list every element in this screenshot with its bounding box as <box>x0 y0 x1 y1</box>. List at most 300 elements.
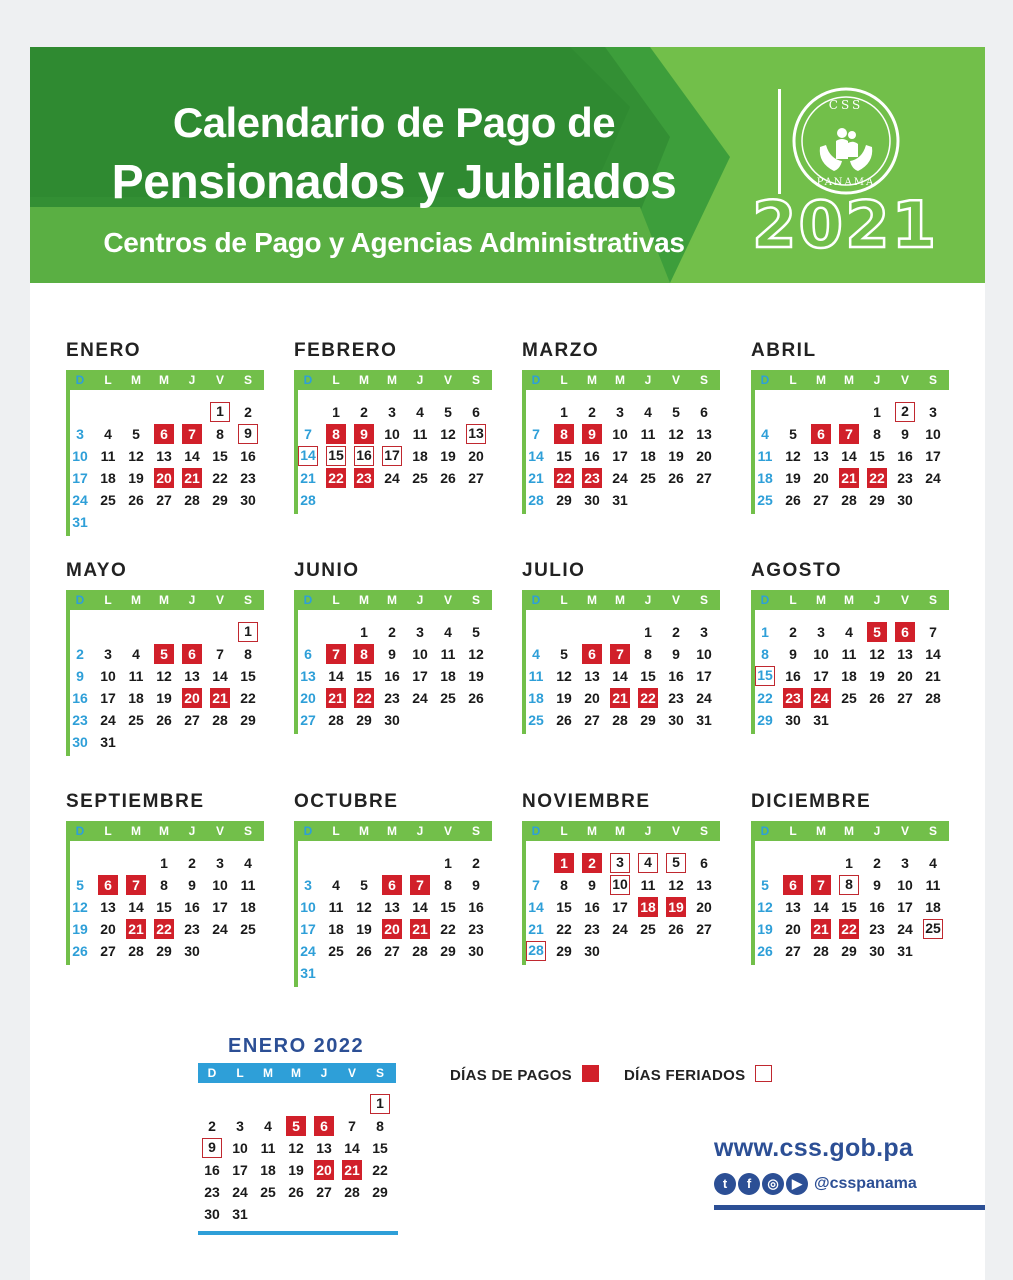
day: 13 <box>785 899 801 915</box>
day: 30 <box>584 943 600 959</box>
day-pay: 6 <box>98 875 118 895</box>
weekday-label: M <box>615 593 625 607</box>
day: 22 <box>372 1162 388 1178</box>
day: 16 <box>897 448 913 464</box>
day: 10 <box>384 426 400 442</box>
day: 23 <box>584 921 600 937</box>
day: 14 <box>328 668 344 684</box>
day-pay: 22 <box>839 919 859 939</box>
day-pay: 21 <box>210 688 230 708</box>
day: 17 <box>696 668 712 684</box>
day: 5 <box>672 404 680 420</box>
weekday-label: M <box>159 824 169 838</box>
day-pay: 24 <box>811 688 831 708</box>
day: 27 <box>785 943 801 959</box>
month-name: OCTUBRE <box>294 791 399 812</box>
day: 25 <box>328 943 344 959</box>
divider <box>778 89 781 194</box>
weekday-label: L <box>104 373 112 387</box>
day: 19 <box>556 690 572 706</box>
day: 4 <box>244 855 252 871</box>
day: 4 <box>761 426 769 442</box>
day: 15 <box>356 668 372 684</box>
weekday-label: J <box>644 373 652 387</box>
day: 18 <box>328 921 344 937</box>
day-pay: 6 <box>382 875 402 895</box>
weekday-label: L <box>104 593 112 607</box>
day: 22 <box>757 690 773 706</box>
day: 17 <box>100 690 116 706</box>
day: 21 <box>925 668 941 684</box>
day: 2 <box>588 404 596 420</box>
day: 18 <box>757 470 773 486</box>
weekday-label: L <box>560 824 568 838</box>
weekday-header <box>751 370 949 390</box>
day: 17 <box>300 921 316 937</box>
day: 14 <box>528 448 544 464</box>
day: 30 <box>384 712 400 728</box>
weekday-label: D <box>207 1066 217 1080</box>
day-holiday: 25 <box>923 919 943 939</box>
day: 26 <box>785 492 801 508</box>
day: 19 <box>668 448 684 464</box>
day: 4 <box>332 877 340 893</box>
weekday-label: M <box>387 593 397 607</box>
day: 27 <box>100 943 116 959</box>
weekday-label: M <box>587 593 597 607</box>
day: 31 <box>300 965 316 981</box>
weekday-label: S <box>699 824 708 838</box>
day: 8 <box>761 646 769 662</box>
day: 4 <box>104 426 112 442</box>
weekday-label: V <box>671 593 680 607</box>
day: 25 <box>640 470 656 486</box>
day: 27 <box>384 943 400 959</box>
day: 28 <box>300 492 316 508</box>
day: 4 <box>264 1118 272 1134</box>
day: 16 <box>584 448 600 464</box>
day: 12 <box>288 1140 304 1156</box>
legend-holiday <box>624 1065 772 1084</box>
day: 28 <box>841 492 857 508</box>
day: 9 <box>901 426 909 442</box>
day-pay: 6 <box>811 424 831 444</box>
day: 6 <box>700 855 708 871</box>
day: 6 <box>472 404 480 420</box>
day-pay: 2 <box>582 853 602 873</box>
day: 17 <box>412 668 428 684</box>
day: 14 <box>925 646 941 662</box>
day: 5 <box>560 646 568 662</box>
day: 5 <box>444 404 452 420</box>
day: 2 <box>188 855 196 871</box>
weekday-label: S <box>471 824 480 838</box>
day: 18 <box>240 899 256 915</box>
weekday-label: M <box>587 824 597 838</box>
day-pay: 6 <box>154 424 174 444</box>
day: 1 <box>560 404 568 420</box>
day: 30 <box>668 712 684 728</box>
day: 4 <box>845 624 853 640</box>
weekday-label: D <box>303 824 313 838</box>
day: 27 <box>184 712 200 728</box>
day: 20 <box>100 921 116 937</box>
day-holiday: 17 <box>382 446 402 466</box>
day: 29 <box>869 492 885 508</box>
day: 4 <box>444 624 452 640</box>
day: 31 <box>100 734 116 750</box>
day: 12 <box>785 448 801 464</box>
day: 30 <box>584 492 600 508</box>
day-holiday: 1 <box>370 1094 390 1114</box>
day: 29 <box>240 712 256 728</box>
day: 1 <box>644 624 652 640</box>
day: 11 <box>640 426 656 442</box>
weekday-label: V <box>900 373 909 387</box>
day: 12 <box>757 899 773 915</box>
day: 29 <box>356 712 372 728</box>
day-pay: 21 <box>326 688 346 708</box>
day: 7 <box>216 646 224 662</box>
day: 4 <box>532 646 540 662</box>
day: 27 <box>897 690 913 706</box>
weekday-label: J <box>416 373 424 387</box>
month-name: DICIEMBRE <box>751 791 872 812</box>
day: 14 <box>412 899 428 915</box>
day: 29 <box>156 943 172 959</box>
day-pay: 7 <box>410 875 430 895</box>
day-pay: 22 <box>354 688 374 708</box>
day: 28 <box>128 943 144 959</box>
weekday-label: M <box>131 824 141 838</box>
day: 11 <box>328 899 344 915</box>
weekday-label: V <box>215 593 224 607</box>
day-holiday: 8 <box>839 875 859 895</box>
weekday-label: M <box>159 373 169 387</box>
day: 9 <box>789 646 797 662</box>
day-pay: 7 <box>326 644 346 664</box>
day: 23 <box>897 470 913 486</box>
day: 6 <box>700 404 708 420</box>
social-links <box>714 1173 917 1197</box>
day: 13 <box>696 426 712 442</box>
facebook-icon[interactable]: f <box>738 1173 760 1195</box>
day-pay: 6 <box>182 644 202 664</box>
day: 26 <box>356 943 372 959</box>
day: 30 <box>204 1206 220 1222</box>
day: 24 <box>412 690 428 706</box>
weekday-label: D <box>75 824 85 838</box>
day: 15 <box>841 899 857 915</box>
weekday-label: M <box>816 824 826 838</box>
day: 17 <box>212 899 228 915</box>
day: 15 <box>556 899 572 915</box>
day: 28 <box>528 492 544 508</box>
day: 26 <box>128 492 144 508</box>
weekday-label: S <box>243 824 252 838</box>
day: 1 <box>873 404 881 420</box>
day-pay: 9 <box>582 424 602 444</box>
day: 3 <box>700 624 708 640</box>
weekday-header <box>294 370 492 390</box>
day-pay: 9 <box>354 424 374 444</box>
weekday-label: M <box>359 824 369 838</box>
title-line-2: Pensionados y Jubilados <box>111 156 677 209</box>
weekday-label: L <box>789 373 797 387</box>
day: 23 <box>240 470 256 486</box>
day-pay: 6 <box>582 644 602 664</box>
day: 16 <box>384 668 400 684</box>
day: 27 <box>300 712 316 728</box>
day: 19 <box>869 668 885 684</box>
bottom-bar <box>198 1231 398 1235</box>
day: 26 <box>869 690 885 706</box>
day: 28 <box>925 690 941 706</box>
day: 23 <box>869 921 885 937</box>
day: 15 <box>640 668 656 684</box>
twitter-icon[interactable]: t <box>714 1173 736 1195</box>
weekday-label: M <box>587 373 597 387</box>
weekday-label: J <box>416 593 424 607</box>
day: 24 <box>384 470 400 486</box>
day: 5 <box>76 877 84 893</box>
day: 11 <box>412 426 428 442</box>
day: 18 <box>260 1162 276 1178</box>
weekday-label: J <box>873 593 881 607</box>
day: 27 <box>584 712 600 728</box>
weekday-label: V <box>347 1066 356 1080</box>
weekday-header <box>66 590 264 610</box>
day: 26 <box>668 921 684 937</box>
day: 26 <box>288 1184 304 1200</box>
day-holiday: 16 <box>354 446 374 466</box>
weekday-label: M <box>844 373 854 387</box>
day: 2 <box>76 646 84 662</box>
weekday-header <box>751 590 949 610</box>
day: 3 <box>236 1118 244 1134</box>
day: 20 <box>696 448 712 464</box>
day: 18 <box>412 448 428 464</box>
day: 17 <box>612 448 628 464</box>
day: 8 <box>444 877 452 893</box>
day: 23 <box>184 921 200 937</box>
day: 28 <box>184 492 200 508</box>
weekday-label: D <box>303 593 313 607</box>
day-pay: 21 <box>342 1160 362 1180</box>
day: 3 <box>388 404 396 420</box>
day: 19 <box>468 668 484 684</box>
day: 29 <box>556 943 572 959</box>
day-pay: 18 <box>638 897 658 917</box>
day: 5 <box>789 426 797 442</box>
weekday-label: S <box>928 593 937 607</box>
day: 9 <box>76 668 84 684</box>
weekday-label: M <box>359 593 369 607</box>
day-holiday: 15 <box>755 666 775 686</box>
day: 8 <box>644 646 652 662</box>
day: 21 <box>528 470 544 486</box>
day: 23 <box>668 690 684 706</box>
day: 25 <box>440 690 456 706</box>
day: 13 <box>316 1140 332 1156</box>
weekday-label: J <box>188 824 196 838</box>
day: 4 <box>929 855 937 871</box>
day: 27 <box>156 492 172 508</box>
day: 12 <box>869 646 885 662</box>
month-name: JULIO <box>522 560 586 581</box>
weekday-label: D <box>760 373 770 387</box>
day-holiday: 13 <box>466 424 486 444</box>
day-holiday: 5 <box>666 853 686 873</box>
month-name: FEBRERO <box>294 340 398 361</box>
day: 7 <box>929 624 937 640</box>
day-holiday: 4 <box>638 853 658 873</box>
svg-text:CSS: CSS <box>828 98 864 112</box>
day: 31 <box>612 492 628 508</box>
day: 25 <box>128 712 144 728</box>
day: 25 <box>757 492 773 508</box>
day-pay: 7 <box>126 875 146 895</box>
day: 17 <box>897 899 913 915</box>
weekday-label: S <box>243 373 252 387</box>
day: 8 <box>560 877 568 893</box>
weekday-label: L <box>789 593 797 607</box>
month-name: ENERO 2022 <box>228 1035 365 1057</box>
day-pay: 20 <box>382 919 402 939</box>
weekday-label: J <box>188 593 196 607</box>
day-holiday: 9 <box>238 424 258 444</box>
weekday-label: S <box>928 373 937 387</box>
weekday-label: D <box>303 373 313 387</box>
day: 14 <box>841 448 857 464</box>
day: 18 <box>128 690 144 706</box>
day: 10 <box>72 448 88 464</box>
month-name: JUNIO <box>294 560 360 581</box>
day: 18 <box>528 690 544 706</box>
day: 3 <box>929 404 937 420</box>
day: 16 <box>204 1162 220 1178</box>
day: 26 <box>556 712 572 728</box>
day-pay: 21 <box>410 919 430 939</box>
month-name: AGOSTO <box>751 560 842 581</box>
subtitle: Centros de Pago y Agencias Administrativas <box>103 227 685 258</box>
header-banner <box>30 47 985 283</box>
day: 11 <box>260 1140 276 1156</box>
weekday-label: V <box>215 824 224 838</box>
day: 13 <box>384 899 400 915</box>
weekday-label: V <box>900 824 909 838</box>
day: 16 <box>72 690 88 706</box>
day: 28 <box>328 712 344 728</box>
weekday-header <box>522 821 720 841</box>
youtube-icon[interactable]: ▶ <box>786 1173 808 1195</box>
day: 15 <box>869 448 885 464</box>
day: 30 <box>72 734 88 750</box>
day: 16 <box>468 899 484 915</box>
weekday-label: J <box>644 824 652 838</box>
day-pay: 22 <box>638 688 658 708</box>
day: 31 <box>72 514 88 530</box>
weekday-label: J <box>188 373 196 387</box>
day: 25 <box>640 921 656 937</box>
day: 9 <box>588 877 596 893</box>
day-pay: 20 <box>314 1160 334 1180</box>
weekday-label: L <box>104 824 112 838</box>
day: 5 <box>472 624 480 640</box>
day-pay: 7 <box>182 424 202 444</box>
day: 15 <box>556 448 572 464</box>
day: 23 <box>204 1184 220 1200</box>
day: 12 <box>356 899 372 915</box>
day-pay: 5 <box>867 622 887 642</box>
day: 1 <box>845 855 853 871</box>
day: 13 <box>156 448 172 464</box>
weekday-header <box>198 1063 396 1083</box>
website-link[interactable]: www.css.gob.pa <box>714 1134 914 1162</box>
day: 16 <box>869 899 885 915</box>
day: 15 <box>156 899 172 915</box>
legend-pay-label: DÍAS DE PAGOS <box>450 1067 572 1084</box>
day: 12 <box>668 426 684 442</box>
day: 10 <box>612 426 628 442</box>
weekday-label: J <box>873 824 881 838</box>
day-pay: 7 <box>610 644 630 664</box>
day: 2 <box>789 624 797 640</box>
day: 26 <box>72 943 88 959</box>
day-pay: 8 <box>354 644 374 664</box>
day: 18 <box>100 470 116 486</box>
day: 15 <box>372 1140 388 1156</box>
weekday-label: S <box>699 593 708 607</box>
weekday-label: V <box>443 824 452 838</box>
day: 1 <box>160 855 168 871</box>
day: 5 <box>132 426 140 442</box>
day: 19 <box>440 448 456 464</box>
day-pay: 8 <box>554 424 574 444</box>
day: 25 <box>412 470 428 486</box>
day-pay: 20 <box>154 468 174 488</box>
social-handle[interactable]: @csspanama <box>814 1175 917 1192</box>
weekday-label: S <box>699 373 708 387</box>
day-pay: 21 <box>811 919 831 939</box>
day: 30 <box>869 943 885 959</box>
day: 2 <box>244 404 252 420</box>
day: 10 <box>925 426 941 442</box>
day: 19 <box>128 470 144 486</box>
day: 12 <box>128 448 144 464</box>
day: 13 <box>696 877 712 893</box>
day: 31 <box>813 712 829 728</box>
weekday-label: V <box>443 593 452 607</box>
day: 17 <box>813 668 829 684</box>
day: 10 <box>232 1140 248 1156</box>
weekday-label: J <box>873 373 881 387</box>
weekday-label: M <box>359 373 369 387</box>
day: 8 <box>244 646 252 662</box>
day: 29 <box>440 943 456 959</box>
day: 15 <box>240 668 256 684</box>
day: 10 <box>897 877 913 893</box>
day: 22 <box>212 470 228 486</box>
weekday-header <box>522 590 720 610</box>
day: 14 <box>344 1140 360 1156</box>
day: 12 <box>72 899 88 915</box>
day: 29 <box>640 712 656 728</box>
day: 17 <box>925 448 941 464</box>
day: 4 <box>416 404 424 420</box>
day: 3 <box>817 624 825 640</box>
instagram-icon[interactable]: ◎ <box>762 1173 784 1195</box>
